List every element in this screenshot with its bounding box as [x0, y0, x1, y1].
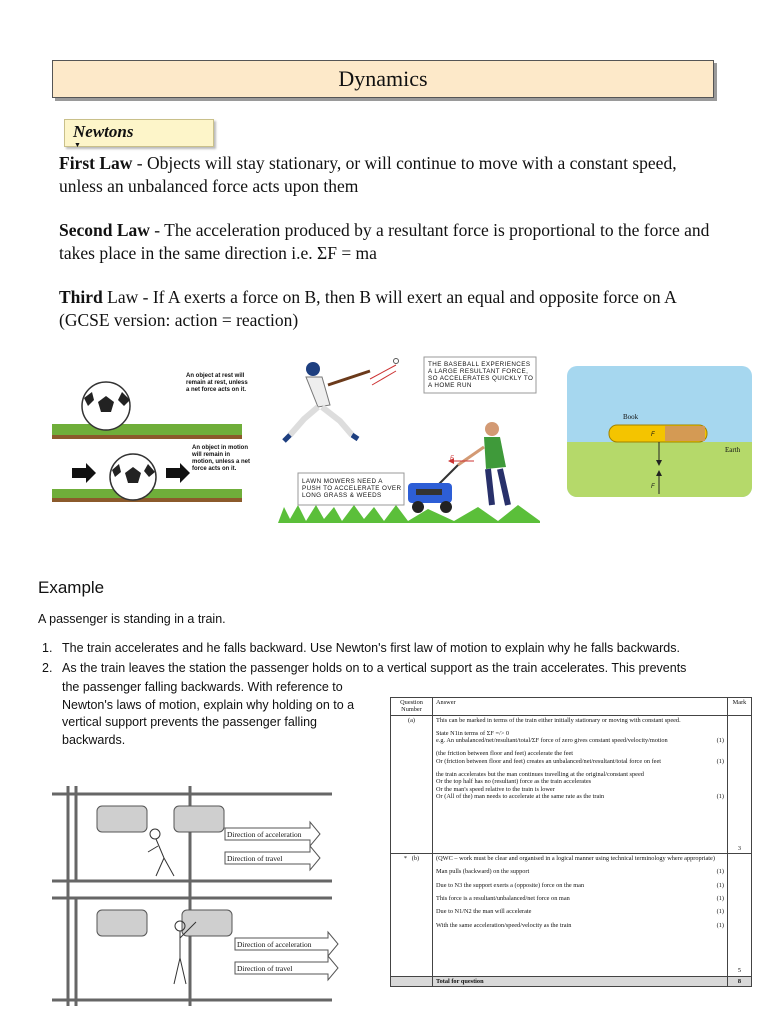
first-law-illustration: An object at rest will remain at rest, unless a net force acts on it. An object in motion will remain in motion, unless a net force acts on it.: [52, 362, 252, 502]
table-total-row: Total for question 8: [391, 976, 752, 986]
question-2-rest: the passenger falling backwards. With reference to Newton's laws of motion, explain why holding on to a vertical support prevents the passenger falling backwards.: [62, 680, 355, 747]
caret-down-icon: ▼: [74, 141, 81, 149]
example-intro: A passenger is standing in a train.: [38, 612, 226, 626]
table-row: * (b) (QWC – work must be clear and organised in a logical manner using technical terminology where appropriate) Man pulls (backward) on the support (1) Due to N3 the support exerts a (opposite) force on the man (1) This force is a resultant/unbalanced/net force on man (1) Due to N1/N2 the man will accelerate (1) With the same acceleration/speed/velocity as the train (1) 5: [391, 854, 752, 977]
third-law-illustration: Book Earth F F: [567, 366, 752, 497]
second-law: Second Law - The acceleration produced by a resultant force is proportional to the force and takes place in the same direction i.e. ΣF = ma: [59, 220, 710, 263]
mark-scheme-table: [390, 697, 752, 987]
first-law: First Law - Objects will stay stationary, or will continue to move with a constant speed, unless an unbalanced force acts upon them: [59, 153, 677, 196]
third-law: Third Law - If A exerts a force on B, then B will exert an equal and opposite force on A (GCSE version: action = reaction): [59, 287, 676, 330]
table-row: (a) This can be marked in terms of the train either initially stationary or moving with constant speed. State N1in terms of ΣF =/> 0 e.g. An unbalanced/net/resultant/total/ΣF force of zero gives constant speed/velocity/motion (1) (the friction between floor and feet) accelerate the feet Or (friction between floor and feet) creates an unbalanced/net/resultant/total force on feet (1) the train accelerates but the man continues travelling at the original/constant speed Or the top half has no (resultant) force as the train accelerates Or the man's speed relative to the train is lower Or (All of the) man needs to accelerate at the same rate as the train (1) 3: [391, 715, 752, 853]
newtons-tag: Newtons ▼: [64, 119, 214, 147]
book-earth-diagram: [567, 366, 752, 497]
train-diagram: Direction of acceleration Direction of travel Direction of acceleration Direction of travel: [52, 786, 382, 1006]
arrow-right-icon: [166, 463, 190, 483]
table-header-row: Question Number Answer Mark: [391, 698, 752, 716]
question-2-line: 2. As the train leaves the station the passenger holds on to a vertical support as the train accelerates. This prevents: [42, 661, 687, 675]
example-heading: Example: [38, 578, 105, 597]
arrow-right-icon: [72, 463, 96, 483]
passenger-icon: [150, 829, 160, 839]
train-carriage-diagram: [52, 786, 382, 1006]
page-title: Dynamics: [52, 60, 714, 98]
second-law-illustration: THE BASEBALL EXPERIENCES A LARGE RESULTANT FORCE, SO ACCELERATES QUICKLY TO A HOME RUN LAWN MOWERS NEED A PUSH TO ACCELERATE OVER LONG GRASS & WEEDS F: [278, 355, 540, 523]
question-1: 1. The train accelerates and he falls backward. Use Newton's first law of motion to explain why he falls backwards.: [42, 641, 680, 655]
